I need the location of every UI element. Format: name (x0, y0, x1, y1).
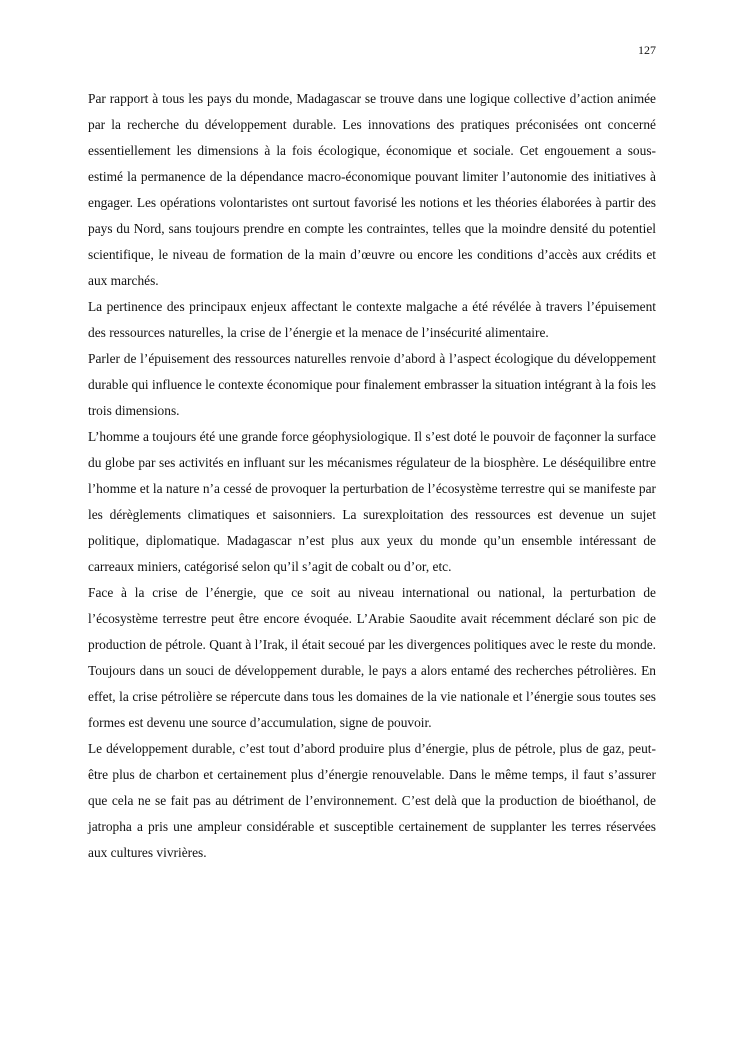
page-number: 127 (638, 43, 656, 57)
body-text (88, 86, 656, 866)
paragraph-main-issues: La pertinence des principaux enjeux affectant le contexte malgache a été révélée à travers l’épuisement des ressources naturelles, la crise de l’énergie et la menace de l’insécurité alimentaire. (88, 299, 656, 340)
paragraph-madagascar-context: Par rapport à tous les pays du monde, Madagascar se trouve dans une logique collective d’action animée par la recherche du développement durable. Les innovations des pratiques préconisées ont concerné essentiellement les dimensions à la fois écologique, économique et sociale. Cet engouement a sous-estimé la permanence de la dépendance macro-économique pouvant limiter l’autonomie des initiatives à engager. Les opérations volontaristes ont surtout favorisé les notions et les théories élaborées à partir des pays du Nord, sans toujours prendre en compte les contraintes, telles que la moindre densité du potentiel scientifique, le niveau de formation de la main d’œuvre ou encore les conditions d’accès aux crédits et aux marchés. (88, 91, 656, 288)
paragraph-resource-depletion: Parler de l’épuisement des ressources naturelles renvoie d’abord à l’aspect écologique du développement durable qui influence le contexte économique pour finalement embrasser la situation intégrant à la fois les trois dimensions. (88, 351, 656, 418)
paragraph-energy-crisis: Face à la crise de l’énergie, que ce soit au niveau international ou national, la perturbation de l’écosystème terrestre peut être encore évoquée. L’Arabie Saoudite avait récemment déclaré son pic de production de pétrole. Quant à l’Irak, il était secoué par les divergences politiques avec le reste du monde. Toujours dans un souci de développement durable, le pays a alors entamé des recherches pétrolières. En effet, la crise pétrolière se répercute dans tous les domaines de la vie nationale et l’énergie sous toutes ses formes est devenu une source d’accumulation, signe de pouvoir. (88, 585, 656, 730)
paragraph-human-impact: L’homme a toujours été une grande force géophysiologique. Il s’est doté le pouvoir de façonner la surface du globe par ses activités en influant sur les mécanismes régulateur de la biosphère. Le déséquilibre entre l’homme et la nature n’a cessé de provoquer la perturbation de l’écosystème terrestre qui se manifeste par les dérèglements climatiques et saisonniers. La surexploitation des ressources est devenue un sujet politique, diplomatique. Madagascar n’est plus aux yeux du monde qu’un ensemble intéressant de carreaux miniers, catégorisé selon qu’il s’agit de cobalt ou d’or, etc. (88, 429, 656, 574)
paragraph-sustainable-energy: Le développement durable, c’est tout d’abord produire plus d’énergie, plus de pétrole, plus de gaz, peut-être plus de charbon et certainement plus d’énergie renouvelable. Dans le même temps, il faut s’assurer que cela ne se fait pas au détriment de l’environnement. C’est delà que la production de bioéthanol, de jatropha a pris une ampleur considérable et susceptible certainement de supplanter les terres réservées aux cultures vivrières. (88, 741, 656, 860)
